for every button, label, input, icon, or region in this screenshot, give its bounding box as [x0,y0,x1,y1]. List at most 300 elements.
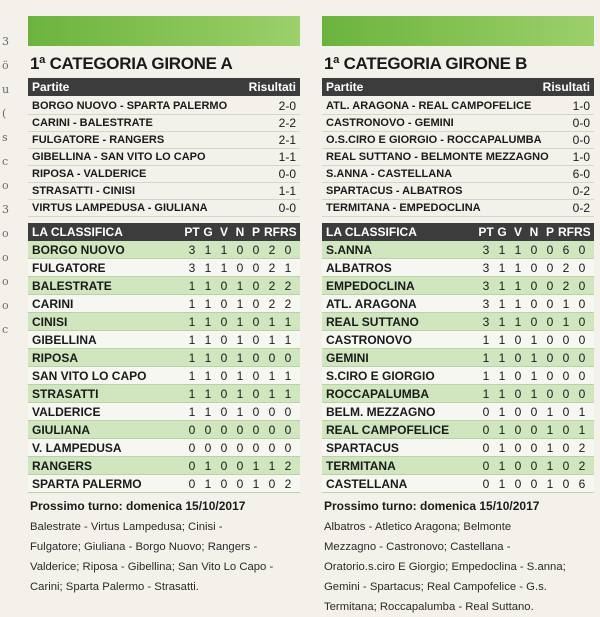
team-name: SPARTA PALERMO [32,476,142,491]
risultati-label: Risultati [248,80,296,94]
next-round-fixtures [30,517,300,597]
match-teams: O.S.CIRO E GIORGIO - ROCCAPALUMBA [326,134,542,146]
stat-g: 1 [498,314,506,329]
stat-g: 1 [204,314,212,329]
stat-p: 0 [546,278,554,293]
stat-p: 1 [546,440,554,455]
stat-rf: 1 [562,314,570,329]
stat-pt: 1 [188,278,196,293]
stat-rf: 2 [562,278,570,293]
stat-pt: 3 [482,260,490,275]
stat-rs: 1 [284,314,292,329]
stat-rf: 0 [268,440,276,455]
match-row [28,132,300,149]
match-row [322,115,594,132]
stat-n: 0 [236,476,244,491]
match-teams: ATL. ARAGONA - REAL CAMPOFELICE [326,100,532,112]
stat-pt: 1 [188,296,196,311]
stat-rf: 2 [268,260,276,275]
stat-rf: 2 [268,278,276,293]
stat-rf: 0 [268,404,276,419]
partite-label: Partite [32,80,70,94]
stat-v: 0 [514,350,522,365]
stat-n: 0 [530,296,538,311]
team-name: ATL. ARAGONA [326,296,417,311]
stat-rf: 0 [562,422,570,437]
stat-v: 0 [220,404,228,419]
stat-g: 1 [204,296,212,311]
stat-p: 1 [546,476,554,491]
fixture-line: Balestrate - Virtus Lampedusa; Cinisi - [30,521,223,533]
margin-mark: o [2,227,9,240]
stat-n: 1 [236,368,244,383]
stat-n: 0 [236,242,244,257]
standings-row [28,331,300,349]
stat-g: 1 [498,458,506,473]
stat-rs: 1 [284,386,292,401]
fixture-line: Mezzagno - Castronovo; Castellana - [324,541,511,553]
stat-pt: 1 [188,368,196,383]
match-row [28,166,300,183]
column-header-rf: RF [264,225,280,239]
stat-v: 0 [220,458,228,473]
stat-p: 0 [252,314,260,329]
stat-p: 1 [546,404,554,419]
team-name: VALDERICE [32,404,101,419]
stat-n: 1 [236,278,244,293]
stat-g: 1 [204,386,212,401]
stat-pt: 0 [188,458,196,473]
girone-a-column [28,0,300,597]
stat-n: 0 [236,260,244,275]
column-header-rf: RF [558,225,574,239]
column-header-v: V [513,225,522,239]
stat-rs: 2 [284,476,292,491]
stat-v: 0 [220,386,228,401]
margin-mark: 3 [2,203,9,216]
stat-g: 1 [204,404,212,419]
stat-rs: 1 [578,422,586,437]
standings-row [28,259,300,277]
team-name: CARINI [32,296,74,311]
stat-v: 0 [514,458,522,473]
column-header-rs: RS [574,225,591,239]
team-name: BELM. MEZZAGNO [326,404,436,419]
stat-rf: 0 [562,404,570,419]
match-score: 6-0 [572,167,590,181]
stat-v: 0 [220,332,228,347]
team-name: GIULIANA [32,422,90,437]
match-teams: STRASATTI - CINISI [32,185,136,197]
stat-n: 1 [236,296,244,311]
match-score: 0-0 [278,167,296,181]
stat-p: 0 [546,368,554,383]
standings-row [28,385,300,403]
stat-pt: 3 [188,260,196,275]
stat-p: 0 [252,386,260,401]
stat-rs: 1 [578,404,586,419]
fixture-line: Valderice; Riposa - Gibellina; San Vito Lo Capo - [30,561,274,573]
standings-header [28,223,300,241]
standings-row [322,403,594,421]
stat-rs: 0 [578,278,586,293]
stat-n: 0 [530,476,538,491]
match-teams: CARINI - BALESTRATE [32,117,153,129]
stat-rs: 1 [284,332,292,347]
stat-v: 1 [220,242,228,257]
match-score: 2-1 [278,133,296,147]
standings-row [28,457,300,475]
stat-pt: 3 [482,314,490,329]
column-header-pt: PT [478,225,494,239]
stat-g: 0 [204,422,212,437]
margin-mark: ö [2,59,9,72]
stat-v: 0 [514,440,522,455]
stat-p: 0 [546,242,554,257]
stat-n: 1 [530,332,538,347]
stat-rf: 2 [268,296,276,311]
match-score: 0-0 [572,133,590,147]
match-row [28,200,300,217]
team-name: TERMITANA [326,458,396,473]
standings-row [28,367,300,385]
team-name: SAN VITO LO CAPO [32,368,147,383]
stat-v: 0 [220,422,228,437]
fixture-line: Gemini - Spartacus; Real Campofelice - G.s. [324,581,547,593]
column-header-rs: RS [280,225,297,239]
stat-g: 1 [498,296,506,311]
team-name: RIPOSA [32,350,79,365]
stat-pt: 1 [482,350,490,365]
stat-n: 0 [530,440,538,455]
stat-pt: 1 [188,386,196,401]
stat-rs: 0 [284,350,292,365]
standings-header [322,223,594,241]
stat-p: 1 [252,476,260,491]
stat-v: 0 [514,476,522,491]
stat-n: 1 [236,314,244,329]
stat-g: 1 [498,332,506,347]
stat-n: 0 [530,314,538,329]
match-teams: FULGATORE - RANGERS [32,134,165,146]
stat-g: 0 [204,440,212,455]
stat-p: 0 [546,332,554,347]
stat-n: 1 [530,386,538,401]
stat-rs: 0 [578,296,586,311]
stat-rf: 1 [268,458,276,473]
stat-n: 0 [236,458,244,473]
stat-g: 1 [498,404,506,419]
stat-rf: 0 [562,476,570,491]
team-name: SPARTACUS [326,440,399,455]
stat-pt: 1 [188,404,196,419]
stat-rs: 2 [578,440,586,455]
standings-row [322,295,594,313]
stat-p: 0 [546,260,554,275]
match-score: 0-0 [572,116,590,130]
stat-rs: 2 [284,296,292,311]
standings-row [28,313,300,331]
stat-p: 1 [252,458,260,473]
team-name: CINISI [32,314,68,329]
stat-rf: 0 [268,422,276,437]
standings-row [28,403,300,421]
stat-rf: 0 [562,386,570,401]
match-teams: VIRTUS LAMPEDUSA - GIULIANA [32,202,208,214]
standings-row [28,241,300,259]
stat-p: 1 [546,422,554,437]
stat-pt: 3 [482,278,490,293]
stat-pt: 0 [188,422,196,437]
margin-mark: o [2,299,9,312]
stat-rf: 0 [562,440,570,455]
stat-n: 0 [530,458,538,473]
stat-n: 1 [236,332,244,347]
stat-rs: 0 [284,404,292,419]
stat-rs: 1 [284,260,292,275]
margin-mark: s [2,131,8,144]
stat-rf: 0 [562,458,570,473]
girone-b-column [322,0,594,617]
stat-rs: 0 [578,260,586,275]
stat-rs: 0 [578,350,586,365]
stat-n: 1 [236,386,244,401]
match-teams: SPARTACUS - ALBATROS [326,185,463,197]
stat-g: 1 [498,278,506,293]
column-header-n: N [529,225,539,239]
stat-g: 1 [204,332,212,347]
stat-v: 1 [514,260,522,275]
stat-p: 0 [252,296,260,311]
match-row [28,115,300,132]
stat-rs: 0 [284,440,292,455]
stat-pt: 1 [188,314,196,329]
stat-v: 1 [514,242,522,257]
standings-row [322,349,594,367]
stat-g: 1 [204,476,212,491]
team-name: ALBATROS [326,260,392,275]
stat-rs: 0 [578,242,586,257]
stat-v: 0 [514,332,522,347]
stat-v: 0 [514,404,522,419]
stat-rf: 1 [268,332,276,347]
stat-p: 1 [546,458,554,473]
stat-rs: 0 [578,368,586,383]
team-name: GIBELLINA [32,332,97,347]
stat-rs: 2 [578,458,586,473]
standings-row [322,421,594,439]
stat-rf: 2 [268,242,276,257]
stat-v: 0 [220,296,228,311]
match-score: 1-1 [278,184,296,198]
match-teams: RIPOSA - VALDERICE [32,168,147,180]
stat-rf: 0 [268,350,276,365]
stat-p: 0 [252,368,260,383]
stat-p: 0 [252,260,260,275]
team-name: CASTRONOVO [326,332,413,347]
partite-label: Partite [326,80,364,94]
classifica-title: LA CLASSIFICA [326,225,417,239]
stat-n: 0 [236,422,244,437]
standings-row [322,457,594,475]
stat-pt: 0 [482,422,490,437]
team-name: REAL SUTTANO [326,314,419,329]
column-header-g: G [203,225,213,239]
stat-g: 1 [204,350,212,365]
team-name: ROCCAPALUMBA [326,386,430,401]
stat-rf: 0 [268,476,276,491]
stat-rs: 6 [578,476,586,491]
stat-rf: 1 [562,296,570,311]
results-header [322,78,594,96]
stat-g: 1 [204,458,212,473]
match-score: 0-2 [572,201,590,215]
standings-row [322,475,594,493]
stat-rf: 0 [562,332,570,347]
match-row [28,183,300,200]
stat-v: 0 [514,422,522,437]
match-score: 2-0 [278,99,296,113]
column-header-g: G [497,225,507,239]
margin-mark: ( [2,107,7,120]
stat-n: 1 [236,404,244,419]
stat-v: 0 [220,440,228,455]
stat-p: 0 [252,404,260,419]
match-list [322,98,594,217]
standings-row [322,259,594,277]
match-row [322,149,594,166]
margin-mark: 3 [2,35,9,48]
stat-v: 0 [220,314,228,329]
next-round-fixtures [324,517,594,617]
stat-g: 1 [498,368,506,383]
fixture-line: Oratorio.s.ciro E Giorgio; Empedoclina - S.anna; [324,561,566,573]
stat-rf: 6 [562,242,570,257]
stat-rf: 0 [562,368,570,383]
match-row [322,200,594,217]
stat-v: 0 [220,368,228,383]
stat-g: 1 [204,278,212,293]
match-teams: REAL SUTTANO - BELMONTE MEZZAGNO [326,151,549,163]
team-name: FULGATORE [32,260,106,275]
stat-v: 1 [220,260,228,275]
stat-g: 1 [204,242,212,257]
stat-g: 1 [204,260,212,275]
stat-g: 1 [498,242,506,257]
stat-v: 1 [514,296,522,311]
header-green-band [28,16,300,46]
match-score: 0-0 [278,201,296,215]
stat-pt: 0 [482,476,490,491]
stat-rf: 2 [562,260,570,275]
stat-rf: 0 [562,350,570,365]
margin-mark: u [2,83,10,96]
team-name: REAL CAMPOFELICE [326,422,450,437]
standings-row [322,277,594,295]
stat-pt: 3 [482,296,490,311]
stat-rs: 0 [578,386,586,401]
stat-rs: 2 [284,278,292,293]
team-name: V. LAMPEDUSA [32,440,122,455]
column-header-pt: PT [184,225,200,239]
standings-table [28,241,300,493]
stat-rf: 1 [268,368,276,383]
classifica-title: LA CLASSIFICA [32,225,123,239]
fixture-line: Fulgatore; Giuliana - Borgo Nuovo; Rangers - [30,541,258,553]
column-header-v: V [219,225,228,239]
stat-g: 1 [498,350,506,365]
stat-n: 0 [530,260,538,275]
standings-row [28,349,300,367]
stat-n: 1 [530,368,538,383]
margin-mark: o [2,251,9,264]
section-title: 1ª CATEGORIA GIRONE B [324,54,528,73]
stat-p: 0 [546,314,554,329]
margin-mark: c [2,323,9,336]
team-name: EMPEDOCLINA [326,278,415,293]
standings-row [28,277,300,295]
stat-pt: 0 [188,476,196,491]
stat-pt: 0 [482,440,490,455]
team-name: BALESTRATE [32,278,112,293]
stat-p: 0 [546,296,554,311]
team-name: BORGO NUOVO [32,242,125,257]
stat-v: 0 [514,368,522,383]
stat-n: 0 [530,242,538,257]
stat-n: 0 [236,440,244,455]
stat-v: 0 [220,350,228,365]
stat-g: 1 [498,386,506,401]
stat-rs: 0 [284,242,292,257]
column-header-p: P [545,225,554,239]
stat-pt: 1 [188,332,196,347]
match-row [28,98,300,115]
stat-rf: 1 [268,386,276,401]
match-score: 0-2 [572,184,590,198]
stat-p: 0 [252,422,260,437]
stat-pt: 1 [482,386,490,401]
standings-row [28,421,300,439]
stat-g: 1 [498,260,506,275]
stat-g: 1 [498,440,506,455]
match-row [322,132,594,149]
match-list [28,98,300,217]
standings-row [322,385,594,403]
stat-g: 1 [498,476,506,491]
team-name: GEMINI [326,350,369,365]
standings-table [322,241,594,493]
stat-rs: 2 [284,458,292,473]
match-teams: CASTRONOVO - GEMINI [326,117,454,129]
stat-pt: 1 [482,332,490,347]
stat-g: 1 [498,422,506,437]
fixture-line: Termitana; Roccapalumba - Real Suttano. [324,601,534,613]
column-header-n: N [235,225,245,239]
results-header [28,78,300,96]
stat-pt: 0 [482,404,490,419]
stat-p: 0 [546,386,554,401]
standings-row [322,313,594,331]
stat-p: 0 [252,242,260,257]
stat-pt: 0 [482,458,490,473]
stat-rs: 1 [284,368,292,383]
stat-p: 0 [546,350,554,365]
next-round-title: Prossimo turno: domenica 15/10/2017 [30,499,246,513]
stat-pt: 0 [188,440,196,455]
match-score: 1-0 [572,150,590,164]
team-name: S.ANNA [326,242,373,257]
margin-handwriting [2,30,16,342]
